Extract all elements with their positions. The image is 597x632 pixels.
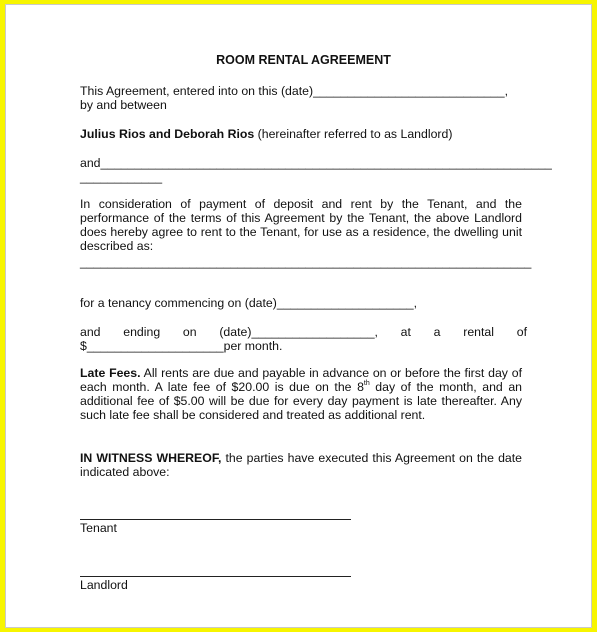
tenant-and-line-cont: ____________ <box>80 170 163 184</box>
document-title: ROOM RENTAL AGREEMENT <box>216 53 391 67</box>
late-fees-text-b: day of the month, and an additional fee of $5.00 will be due for every day payment is late thereafter. Any such late fee shall be considered and treated as additional rent. <box>80 380 522 422</box>
intro-line-2: by and between <box>80 98 167 112</box>
landlord-label: Landlord <box>80 578 128 592</box>
landlord-signature-line <box>80 576 351 577</box>
tenant-and-line: and__________________________________________________________________ <box>80 156 552 170</box>
late-fees-paragraph <box>80 366 522 422</box>
witness-text: the parties have executed this Agreement on the date indicated above: <box>80 451 522 479</box>
consideration-paragraph: In consideration of payment of deposit and rent by the Tenant, and the performance of the terms of this Agreement by the Tenant, the above Landlord does hereby agree to rent to the Tenant, for use as a residence, the dwelling unit described as: <box>80 197 522 253</box>
unit-description-blank: __________________________________________________________________ <box>80 255 532 269</box>
intro-line-1: This Agreement, entered into on this (date)____________________________, <box>80 84 508 98</box>
late-fees-heading: Late Fees. <box>80 366 141 380</box>
late-fees-text-a: All rents are due and payable in advance on or before the first day of each month. A late fee of $20.00 is due on the 8 <box>80 366 522 394</box>
late-fees-superscript: th <box>363 380 370 387</box>
landlord-suffix: (hereinafter referred to as Landlord) <box>254 127 453 141</box>
tenancy-end-line: and ending on (date)__________________, at a rental of <box>80 325 527 339</box>
rent-amount-line: $____________________per month. <box>80 339 283 353</box>
tenant-label: Tenant <box>80 521 117 535</box>
witness-heading: IN WITNESS WHEREOF, <box>80 451 222 465</box>
landlord-names: Julius Rios and Deborah Rios <box>80 127 255 141</box>
document-page <box>5 4 592 628</box>
witness-paragraph <box>80 451 522 479</box>
tenant-signature-line <box>80 519 351 520</box>
landlord-line <box>80 127 452 141</box>
tenancy-start-line: for a tenancy commencing on (date)____________________, <box>80 296 418 310</box>
